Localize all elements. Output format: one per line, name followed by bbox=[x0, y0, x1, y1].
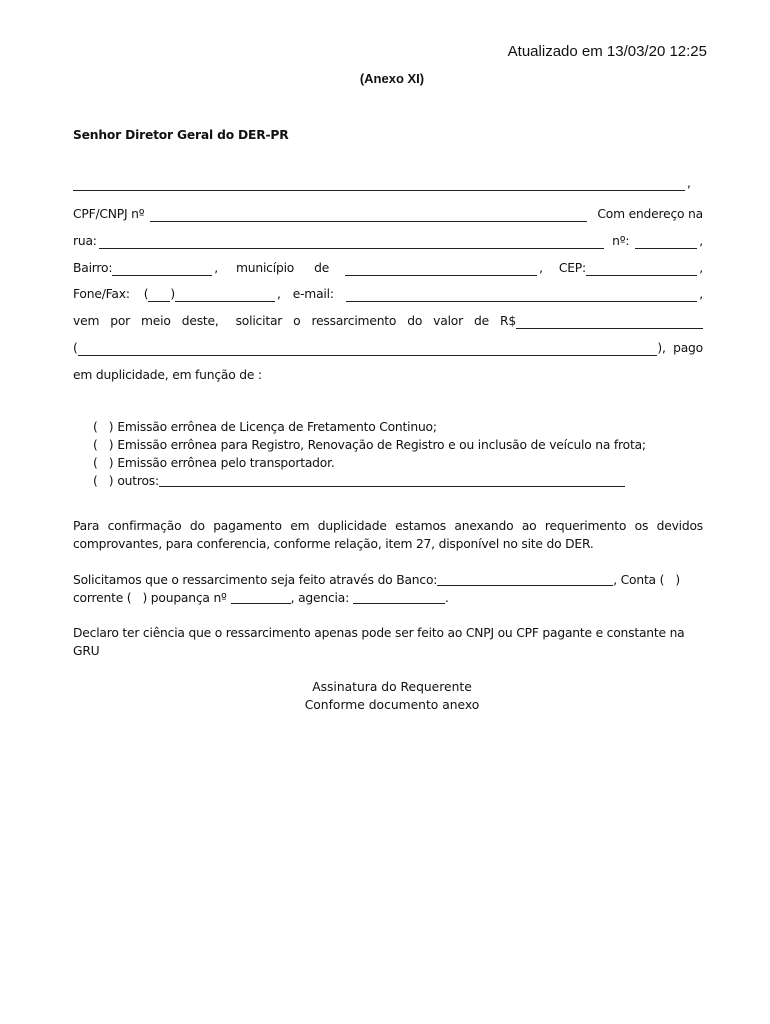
request-line: vem por meio deste, solicitar o ressarcimento do valor de R$ bbox=[73, 310, 703, 332]
number-field[interactable] bbox=[635, 233, 697, 249]
street-field[interactable] bbox=[99, 233, 604, 249]
email-label: e-mail: bbox=[292, 287, 334, 301]
option-checkbox[interactable]: ( ) bbox=[93, 438, 114, 452]
cep-field[interactable] bbox=[586, 260, 697, 276]
bairro-field[interactable] bbox=[112, 260, 212, 276]
option-checkbox[interactable]: ( ) bbox=[93, 456, 114, 470]
option-checkbox[interactable]: ( ) bbox=[93, 474, 114, 488]
option-transportador: ( ) Emissão errônea pelo transportador. bbox=[93, 456, 335, 470]
updated-timestamp: Atualizado em 13/03/20 12:25 bbox=[507, 43, 707, 60]
cpf-label: CPF/CNPJ nº bbox=[73, 207, 145, 221]
name-line: , bbox=[73, 172, 703, 194]
name-field[interactable] bbox=[73, 175, 685, 191]
signature-block bbox=[0, 678, 770, 714]
option-licenca: ( ) Emissão errônea de Licença de Fretamento Continuo; bbox=[93, 420, 437, 434]
agency-field[interactable] bbox=[353, 591, 445, 604]
municipio-label: município bbox=[236, 261, 295, 275]
fone-line: Fone/Fax: ( ) , e-mail: , bbox=[73, 283, 703, 305]
amount-words-field[interactable] bbox=[78, 340, 658, 356]
address-label: Com endereço na bbox=[597, 207, 703, 221]
municipio-field[interactable] bbox=[345, 260, 537, 276]
confirmation-paragraph: Para confirmação do pagamento em duplicidade estamos anexando ao requerimento os devidos comprovantes, para conferencia, conforme relação, item 27, disponível no site do DER. bbox=[73, 519, 703, 551]
email-field[interactable] bbox=[346, 286, 697, 302]
cep-label: CEP: bbox=[558, 261, 586, 275]
fone-label: Fone/Fax: bbox=[73, 287, 130, 301]
phone-field[interactable] bbox=[175, 286, 275, 302]
number-label: nº: bbox=[612, 234, 630, 248]
salutation: Senhor Diretor Geral do DER-PR bbox=[73, 128, 289, 142]
reason-options bbox=[93, 418, 646, 490]
account-field[interactable] bbox=[231, 591, 291, 604]
amount-field[interactable] bbox=[516, 313, 703, 329]
option-outros: ( ) outros: bbox=[93, 472, 646, 490]
annex-title: (Anexo XI) bbox=[359, 71, 425, 86]
cpf-line bbox=[73, 203, 703, 225]
option-checkbox[interactable]: ( ) bbox=[93, 420, 114, 434]
ddd-field[interactable] bbox=[148, 286, 170, 302]
bank-field[interactable] bbox=[437, 573, 613, 586]
amount-words-line: ( ), pago bbox=[73, 341, 703, 355]
bank-paragraph: Solicitamos que o ressarcimento seja feito através do Banco: , Conta ( ) corrente ( ) poupança nº , agencia: . bbox=[73, 573, 680, 605]
bairro-label: Bairro: bbox=[73, 261, 113, 275]
street-label: rua: bbox=[73, 234, 97, 248]
cpf-field[interactable] bbox=[150, 206, 587, 222]
signature-line-2: Conforme documento anexo bbox=[304, 698, 480, 712]
street-line: rua: nº: , bbox=[73, 230, 703, 252]
duplicity-text: em duplicidade, em função de : bbox=[73, 368, 262, 382]
duplicity-line bbox=[73, 364, 703, 386]
option-registro: ( ) Emissão errônea para Registro, Renovação de Registro e ou inclusão de veículo na frota; bbox=[93, 438, 646, 452]
declaration-paragraph: Declaro ter ciência que o ressarcimento apenas pode ser feito ao CNPJ ou CPF pagante e constante na GRU bbox=[73, 626, 685, 658]
signature-line-1: Assinatura do Requerente bbox=[312, 680, 472, 694]
outros-field[interactable] bbox=[159, 474, 625, 487]
bairro-line: Bairro: , município de , CEP: , bbox=[73, 257, 703, 279]
